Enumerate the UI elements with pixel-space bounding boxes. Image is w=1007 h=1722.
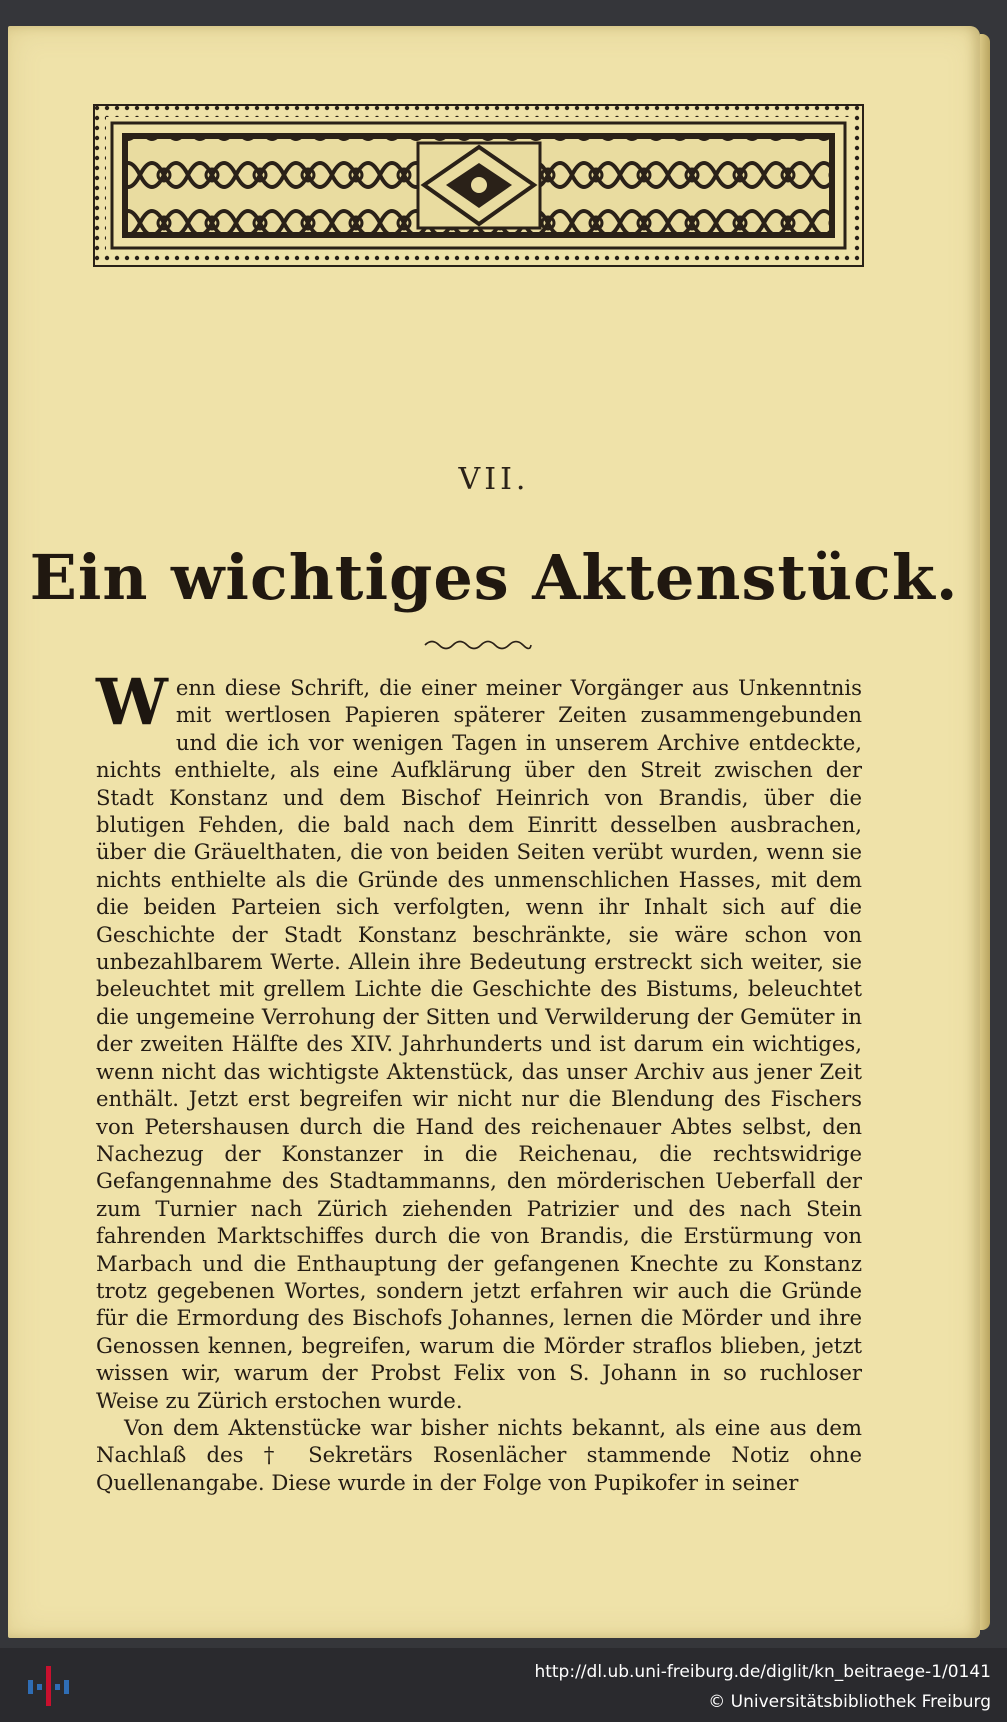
paragraph <box>96 665 862 1414</box>
drop-cap: W <box>96 665 168 740</box>
body-text <box>96 665 862 1496</box>
paragraph-text: enn diese Schrift, die einer meiner Vorgänger aus Unkenntnis mit wertlosen Papieren späterer Zeiten zusammengebunden und die ich vor wenigen Tagen in unserem Archive entdeckte, nichts enthielte, als eine Aufklärung über den Streit zwischen der Stadt Konstanz und dem Bischof Heinrich von Brandis, über die blutigen Fehden, die bald nach dem Einritt desselben ausbrachen, über die Gräuelthaten, die von beiden Seiten verübt wurden, wenn sie nichts enthielte als die Gründe des unmenschlichen Hasses, mit dem die beiden Parteien sich verfolgten, wenn ihr Inhalt sich auf die Geschichte der Stadt Konstanz beschränkte, sie wäre schon von unbezahlbarem Werte. Allein ihre Bedeutung erstreckt sich weiter, sie beleuchtet mit grellem Lichte die Geschichte des Bistums, beleuchtet die ungemeine Verrohung der Sitten und Verwilderung der Gemüter in der zweiten Hälfte des XIV. Jahrhunderts und ist darum ein wichtiges, wenn nicht das wichtigste Aktenstück, das unser Archiv aus jener Zeit enthält. Jetzt erst begreifen wir nicht nur die Blendung des Fischers von Petershausen durch die Hand des reichenauer Abtes selbst, den Nachezug der Konstanzer in die Reichenau, die rechtswidrige Gefangennahme des Stadtammanns, den mörderischen Ueberfall der zum Turnier nach Zürich ziehenden Patrizier und des nach Stein fahrenden Marktschiffes durch die von Brandis, die Erstürmung von Marbach und die Enthauptung der gefangenen Knechte zu Konstanz trotz gegebenen Wortes, sondern jetzt erfahren wir auch die Gründe für die Ermordung des Bischofs Johannes, lernen die Mörder und ihre Genossen kennen, begreifen, warum die Mörder straflos blieben, jetzt wissen wir, warum der Probst Felix von S. Johann in so ruchloser Weise zu Zürich erstochen wurde. <box>96 675 862 1413</box>
chapter-title: Ein wichtiges Aktenstück. <box>29 541 959 614</box>
copyright-notice: © Universitätsbibliothek Freiburg <box>708 1692 991 1712</box>
viewer-footer <box>0 1648 1007 1722</box>
book-page <box>8 26 980 1638</box>
title-flourish <box>423 638 533 652</box>
paragraph: Von dem Aktenstücke war bisher nichts bekannt, als eine aus dem Nachlaß des † Sekretärs Rosenlächer stammende Notiz ohne Quellenangabe. Diese wurde in der Folge von Pupikofer in seiner <box>96 1414 862 1495</box>
library-logo-icon <box>28 1664 72 1708</box>
chapter-number: VII. <box>458 462 530 497</box>
page-edge <box>980 34 990 1630</box>
source-url[interactable]: http://dl.ub.uni-freiburg.de/diglit/kn_beitraege-1/0141 <box>534 1662 991 1682</box>
ornamental-header-band <box>92 103 865 268</box>
